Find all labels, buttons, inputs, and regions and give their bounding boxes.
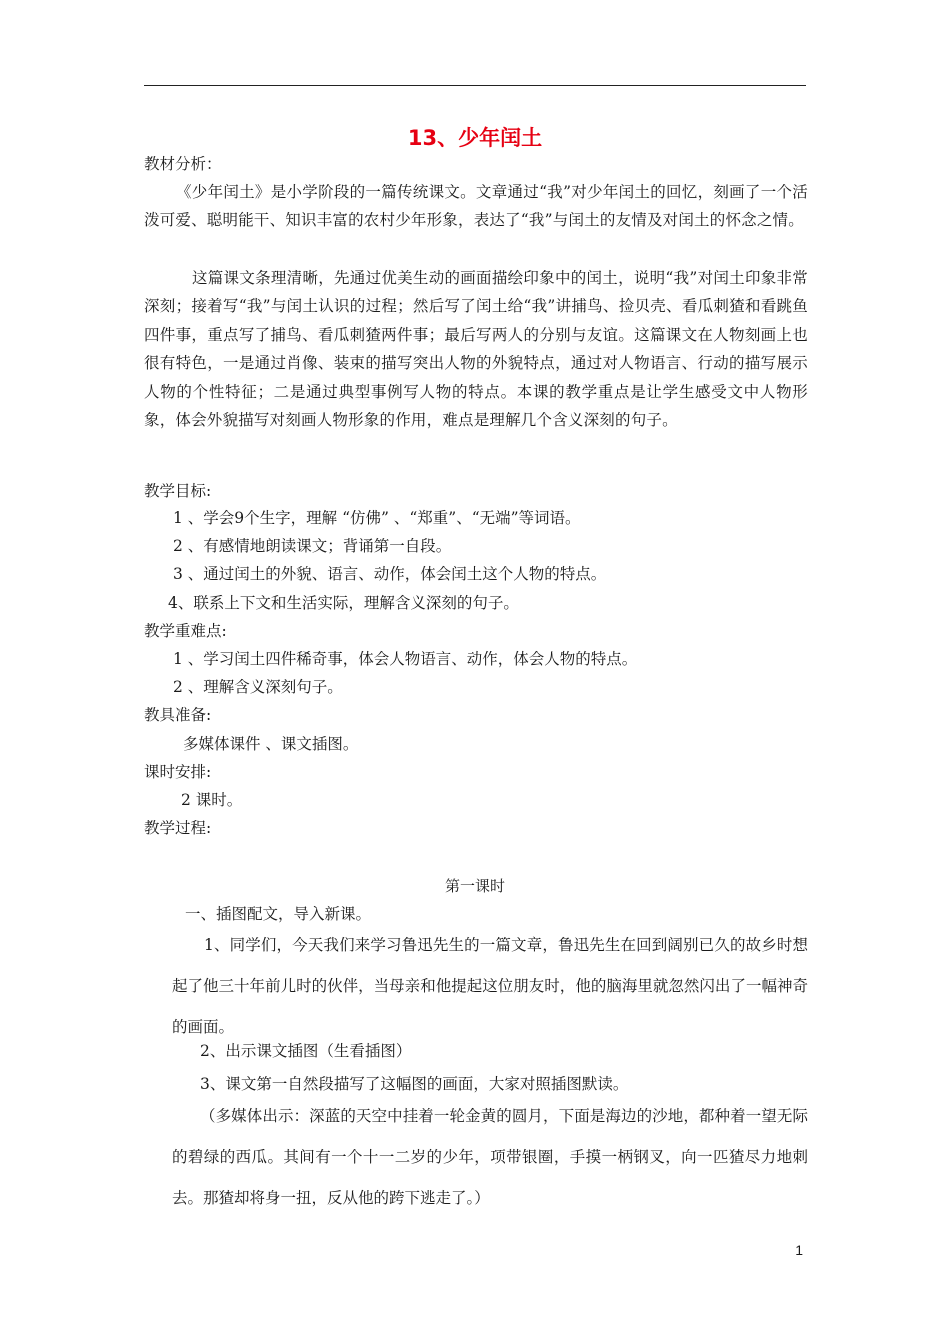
goal-item: 4、联系上下文和生活实际，理解含义深刻的句子。 <box>168 594 519 612</box>
goal-item: 3 、通过闰土的外貌、语言、动作，体会闰土这个人物的特点。 <box>173 565 607 583</box>
analysis-heading: 教材分析： <box>144 155 222 173</box>
process-paragraph-4: （多媒体出示：深蓝的天空中挂着一轮金黄的圆月，下面是海边的沙地，都种着一望无际的碧绿的西瓜。其间有一个十一二岁的少年，项带银圈，手摸一柄钢叉，向一匹猹尽力地刺去。那猹却将身一扭，反从他的跨下逃走了。） <box>172 1107 808 1207</box>
tools-heading: 教具准备: <box>144 706 212 724</box>
process-paragraph-3: 3、课文第一自然段描写了这幅图的画面，大家对照插图默读。 <box>200 1075 629 1093</box>
keypoints-heading: 教学重难点: <box>144 622 227 640</box>
goal-item: 2 、有感情地朗读课文；背诵第一自段。 <box>173 537 452 555</box>
keypoint-item: 1 、学习闰土四件稀奇事，体会人物语言、动作，体会人物的特点。 <box>173 650 638 668</box>
keypoint-item: 2 、理解含义深刻句子。 <box>173 678 343 696</box>
analysis-paragraph-2: 这篇课文条理清晰，先通过优美生动的画面描绘印象中的闰土，说明“我”对闰土印象非常深刻；接着写“我”与闰土认识的过程；然后写了闰土给“我”讲捕鸟、捡贝壳、看瓜刺猹和看跳鱼四件事，重点写了捕鸟、看瓜刺猹两件事；最后写两人的分别与友谊。这篇课文在人物刻画上也很有特色，一是通过肖像、装束的描写突出人物的外貌特点，通过对人物语言、行动的描写展示人物的个性特征；二是通过典型事例写人物的特点。本课的教学重点是让学生感受文中人物形象，体会外貌描写对刻画人物形象的作用，难点是理解几个含义深刻的句子。 <box>144 269 808 430</box>
process-step-1: 一、插图配文，导入新课。 <box>185 905 372 923</box>
header-rule <box>144 85 806 86</box>
page-number: 1 <box>795 1242 803 1258</box>
process-heading: 教学过程: <box>144 819 212 837</box>
tools-text: 多媒体课件 、课文插图。 <box>183 735 359 753</box>
analysis-paragraph-1: 《少年闰土》是小学阶段的一篇传统课文。文章通过“我”对少年闰土的回忆，刻画了一个活泼可爱、聪明能干、知识丰富的农村少年形象，表达了“我”与闰土的友情及对闰土的怀念之情。 <box>144 183 808 230</box>
goals-heading: 教学目标: <box>144 482 212 500</box>
schedule-text: 2 课时。 <box>181 791 243 809</box>
page-title: 13、少年闰土 <box>407 126 543 150</box>
lesson-title: 第一课时 <box>444 877 505 895</box>
goal-item: 1 、学会9个生字，理解 “仿佛” 、“郑重”、“无端”等词语。 <box>173 509 581 527</box>
process-paragraph-2: 2、出示课文插图（生看插图） <box>200 1042 412 1060</box>
process-paragraph-1: 1、同学们，今天我们来学习鲁迅先生的一篇文章，鲁迅先生在回到阔别已久的故乡时想起了他三十年前儿时的伙伴，当母亲和他提起这位朋友时，他的脑海里就忽然闪出了一幅神奇的画面。 <box>172 936 808 1036</box>
schedule-heading: 课时安排: <box>144 763 212 781</box>
